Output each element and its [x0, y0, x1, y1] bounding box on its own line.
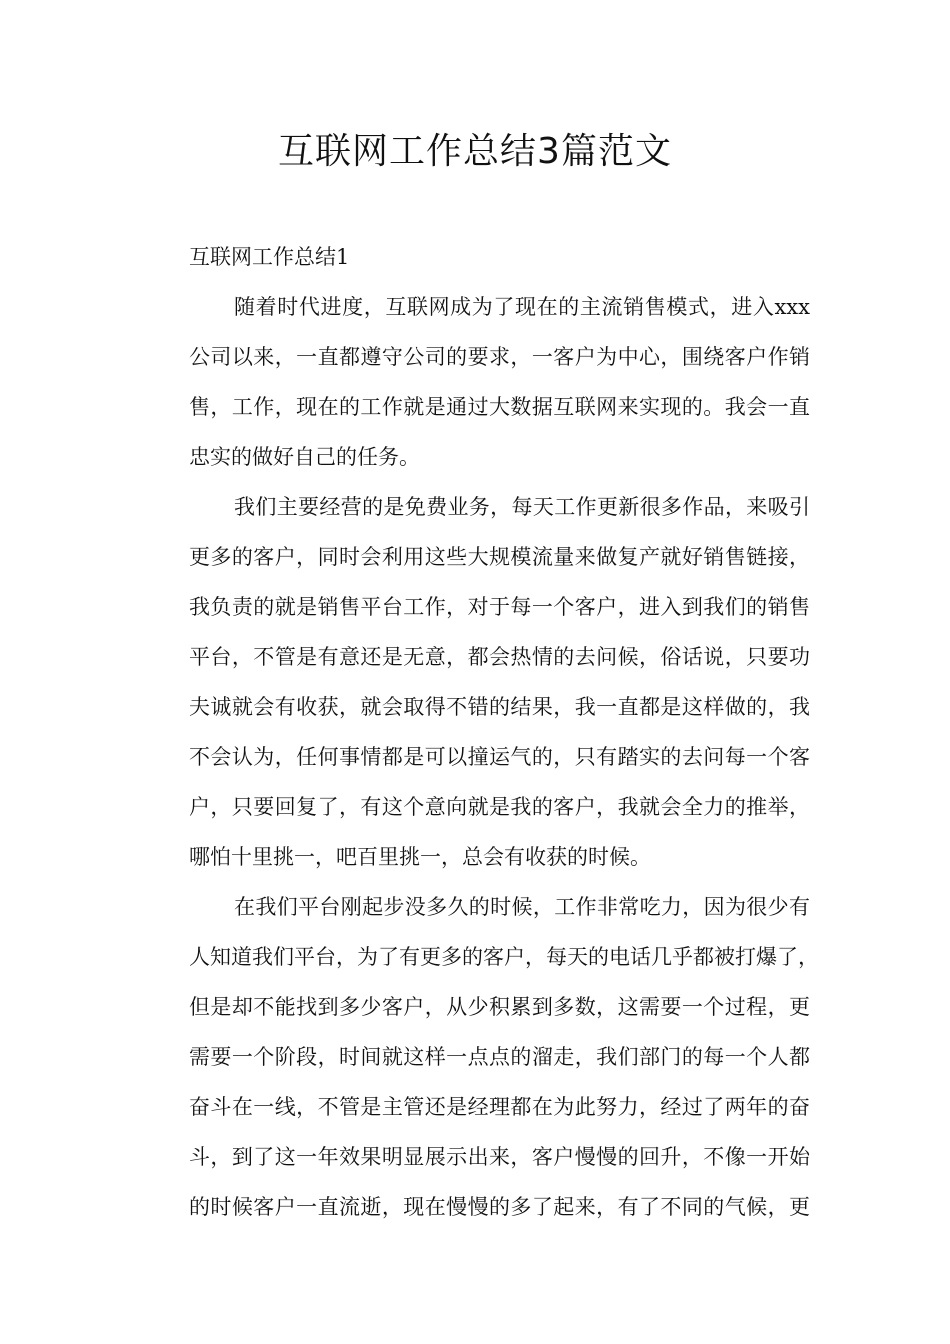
- paragraph-1: [144, 282, 810, 482]
- paragraph-3: [144, 882, 819, 1232]
- text-line: 哪怕十里挑一，吧百里挑一，总会有收获的时候。: [189, 845, 651, 869]
- text-line: 在我们平台刚起步没多久的时候，工作非常吃力，因为很少有: [234, 895, 810, 919]
- text-line: 不会认为，任何事情都是可以撞运气的，只有踏实的去问每一个客: [189, 745, 810, 769]
- paragraph-2: [144, 482, 810, 882]
- document-body: [144, 232, 819, 1232]
- text-line: 公司以来，一直都遵守公司的要求，一客户为中心，围绕客户作销: [189, 345, 810, 369]
- text-line: 随着时代进度，互联网成为了现在的主流销售模式，进入xxx: [234, 295, 810, 319]
- document-title: 互联网工作总结3篇范文: [278, 131, 672, 172]
- text-line: 户，只要回复了，有这个意向就是我的客户，我就会全力的推举，: [189, 795, 810, 819]
- text-line: 但是却不能找到多少客户，从少积累到多数，这需要一个过程，更: [189, 995, 810, 1019]
- text-line: 忠实的做好自己的任务。: [189, 445, 420, 469]
- text-line: 人知道我们平台，为了有更多的客户，每天的电话几乎都被打爆了，: [189, 945, 819, 969]
- text-line: 斗，到了这一年效果明显展示出来，客户慢慢的回升，不像一开始: [189, 1145, 810, 1169]
- text-line: 平台，不管是有意还是无意，都会热情的去问候，俗话说，只要功: [189, 645, 810, 669]
- text-line: 我们主要经营的是免费业务，每天工作更新很多作品，来吸引: [234, 495, 810, 519]
- text-line: 奋斗在一线，不管是主管还是经理都在为此努力，经过了两年的奋: [189, 1095, 810, 1119]
- section-heading: 互联网工作总结1: [189, 245, 350, 269]
- text-line: 售，工作，现在的工作就是通过大数据互联网来实现的。我会一直: [189, 395, 810, 419]
- text-line: 夫诚就会有收获，就会取得不错的结果，我一直都是这样做的，我: [189, 695, 810, 719]
- text-line: 更多的客户，同时会利用这些大规模流量来做复产就好销售链接，: [189, 545, 810, 569]
- text-line: 我负责的就是销售平台工作，对于每一个客户，进入到我们的销售: [189, 595, 810, 619]
- text-line: 的时候客户一直流逝，现在慢慢的多了起来，有了不同的气候，更: [189, 1195, 810, 1219]
- text-line: 需要一个阶段，时间就这样一点点的溜走，我们部门的每一个人都: [189, 1045, 810, 1069]
